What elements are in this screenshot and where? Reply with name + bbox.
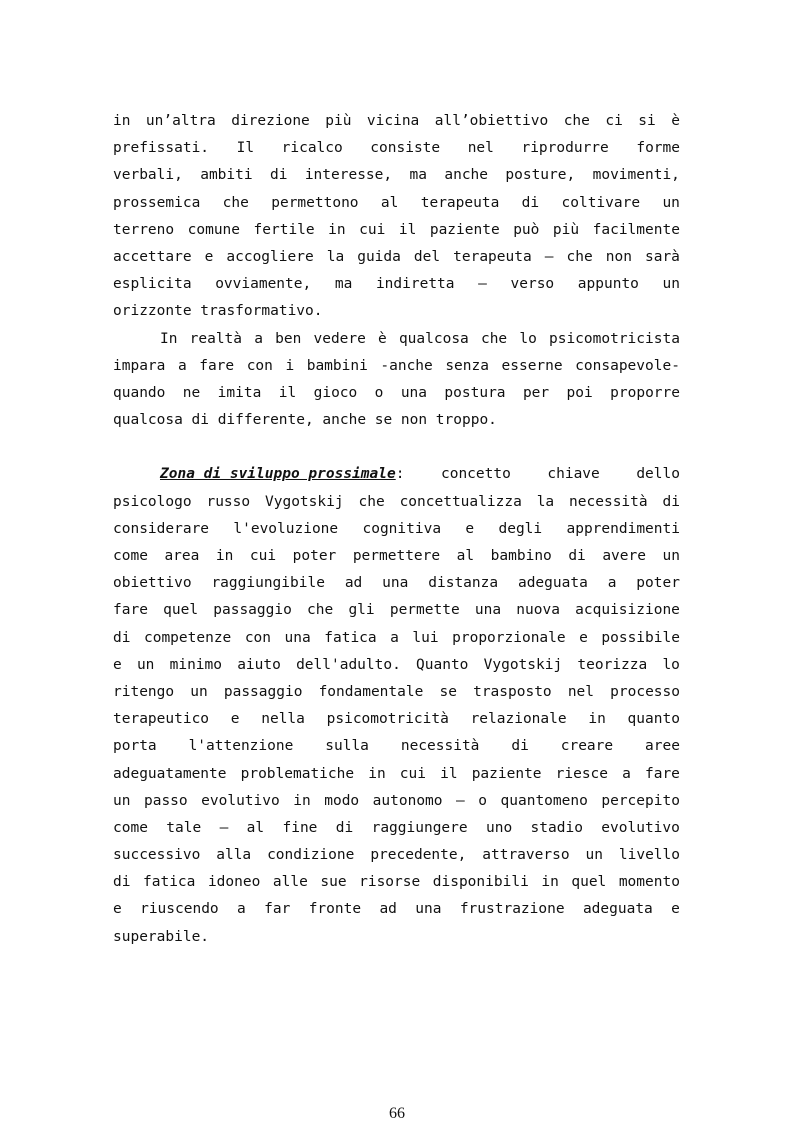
word: impara xyxy=(113,357,166,374)
word: risorse xyxy=(359,874,421,891)
word: e xyxy=(113,656,122,673)
word: problematiche xyxy=(240,765,355,782)
text-line xyxy=(113,353,680,380)
word: che xyxy=(480,330,508,347)
word: se xyxy=(374,412,393,429)
word: russo xyxy=(206,493,251,510)
word: nel xyxy=(567,683,595,700)
word: fare xyxy=(199,357,235,374)
word: un xyxy=(113,792,131,809)
word: quantomeno xyxy=(500,792,588,809)
word: al xyxy=(246,819,265,836)
text-line xyxy=(113,679,680,706)
word: di xyxy=(568,548,586,564)
word: sarà xyxy=(644,248,680,265)
word: ambiti xyxy=(200,167,253,184)
paragraph xyxy=(113,108,680,326)
word: psicomotricità xyxy=(326,711,449,728)
word: modo xyxy=(324,792,360,809)
word: poter xyxy=(636,575,680,592)
word: – xyxy=(456,792,465,809)
word: e xyxy=(113,901,122,918)
word: orizzonte xyxy=(113,303,192,320)
word: un xyxy=(662,548,680,564)
word: del xyxy=(413,248,441,265)
word: a xyxy=(622,765,631,782)
text-line xyxy=(113,869,680,896)
word: accettare xyxy=(113,248,192,265)
word: degli xyxy=(498,520,543,537)
word: passo xyxy=(143,792,188,809)
word: di xyxy=(521,194,540,211)
word: gioco xyxy=(313,384,358,401)
text-line xyxy=(113,217,680,244)
word: creare xyxy=(560,738,614,755)
word: avere xyxy=(602,548,646,564)
document-body xyxy=(113,108,680,951)
word: e xyxy=(671,901,680,918)
word: movimenti, xyxy=(592,167,680,184)
word: direzione xyxy=(231,113,310,129)
word: postura xyxy=(444,384,506,401)
word: realtà xyxy=(189,330,243,347)
word: in xyxy=(328,221,346,238)
text-line xyxy=(113,271,680,298)
text-line xyxy=(113,380,680,407)
word: proporre xyxy=(610,384,680,401)
word: aiuto xyxy=(237,656,281,673)
word: un xyxy=(662,194,680,211)
word: uno xyxy=(485,819,513,836)
word: riuscendo xyxy=(140,901,219,918)
word: livello xyxy=(618,847,680,864)
word: possibile xyxy=(601,629,680,646)
word: riprodurre xyxy=(521,140,609,157)
word: apprendimenti xyxy=(566,520,680,537)
word: necessità xyxy=(569,493,648,510)
word: superabile. xyxy=(113,928,210,945)
word: trasformativo. xyxy=(200,303,323,320)
text-line xyxy=(113,733,680,760)
text-line xyxy=(113,135,680,162)
word: stadio xyxy=(530,819,583,836)
word: verso xyxy=(510,276,555,293)
word: consiste xyxy=(370,140,441,157)
word: vedere xyxy=(313,330,366,347)
word: evolutivo xyxy=(601,819,680,836)
word: e xyxy=(579,629,588,646)
word: se xyxy=(439,683,457,700)
word: quel xyxy=(571,874,607,891)
word: permette xyxy=(389,602,460,619)
word: nuova xyxy=(516,602,560,619)
word: ritengo xyxy=(113,683,175,700)
word: cognitiva xyxy=(362,520,442,537)
word: Quanto xyxy=(416,656,469,673)
word: che xyxy=(358,493,385,510)
word: una xyxy=(382,575,409,592)
word: bambini xyxy=(306,357,368,374)
word: e xyxy=(230,711,240,728)
word: a xyxy=(237,901,246,918)
word: porta xyxy=(113,738,157,755)
word: l'evoluzione xyxy=(233,520,339,537)
word: i xyxy=(285,357,295,374)
paragraph xyxy=(113,461,680,950)
word: psicomotricista xyxy=(548,330,680,347)
word: o xyxy=(478,792,488,809)
word: quel xyxy=(163,602,199,619)
word: esserne xyxy=(501,357,563,374)
text-line xyxy=(113,190,680,217)
word: a xyxy=(254,330,263,347)
word: differente, xyxy=(217,412,314,429)
word: terapeuta xyxy=(420,194,500,211)
word: lo xyxy=(662,656,680,673)
text-line xyxy=(113,543,680,570)
word: non xyxy=(605,248,632,265)
word: adeguata xyxy=(582,901,653,918)
word: in xyxy=(368,765,386,782)
word: di xyxy=(662,493,680,510)
term-heading xyxy=(160,461,404,488)
word: trasposto xyxy=(473,683,552,700)
word: disponibili xyxy=(432,874,529,891)
word: un xyxy=(662,276,680,293)
word: di xyxy=(335,819,354,836)
word: il xyxy=(398,221,417,238)
word: concetto xyxy=(440,466,511,483)
word: in xyxy=(293,792,311,809)
word: indiretta xyxy=(375,276,455,293)
word: raggiungibile xyxy=(211,575,325,592)
word: nel xyxy=(467,140,494,157)
word: posture, xyxy=(505,167,576,184)
word: dell'adulto. xyxy=(296,656,401,673)
text-line xyxy=(113,652,680,679)
word: o xyxy=(374,384,384,401)
word: con xyxy=(244,629,272,646)
word: a xyxy=(607,575,617,592)
word: acquisizione xyxy=(575,602,680,619)
word: appunto xyxy=(577,276,639,293)
word: minimo xyxy=(169,656,222,673)
text-line xyxy=(113,706,680,733)
word: il xyxy=(440,765,458,782)
word: consapevole- xyxy=(575,357,680,374)
word: ci xyxy=(605,113,623,129)
text-line xyxy=(113,407,680,434)
word: – xyxy=(219,819,229,836)
word: passaggio xyxy=(213,602,292,619)
word: permettere xyxy=(352,548,441,564)
word: anche xyxy=(322,412,367,429)
word: come xyxy=(113,548,148,564)
text-line xyxy=(113,788,680,815)
word: adeguata xyxy=(517,575,588,592)
word: che xyxy=(563,113,590,129)
word: esplicita xyxy=(113,276,192,293)
word: in xyxy=(113,113,131,129)
word: dello xyxy=(636,466,680,483)
word: forme xyxy=(636,140,680,157)
word: fare xyxy=(113,602,148,619)
word: una xyxy=(284,629,311,646)
word: la xyxy=(536,493,555,510)
word: l'attenzione xyxy=(188,738,294,755)
word: In xyxy=(160,330,178,347)
word: successivo xyxy=(113,847,201,864)
word: in xyxy=(215,548,234,564)
word: verbali, xyxy=(113,167,183,184)
word: lo xyxy=(519,330,537,347)
word: ovviamente, xyxy=(215,276,312,293)
word: di xyxy=(269,167,288,184)
word: a xyxy=(177,357,187,374)
word: alla xyxy=(216,847,252,864)
word: più xyxy=(325,113,352,129)
word: competenze xyxy=(143,629,232,646)
word: Vygotskij xyxy=(483,656,563,673)
word: bambino xyxy=(490,548,552,564)
word: poi xyxy=(566,384,593,401)
word: quando xyxy=(113,384,166,401)
word: far xyxy=(264,901,291,918)
page-number: 66 xyxy=(389,1105,405,1122)
word: fatica xyxy=(143,874,196,891)
word: condizione xyxy=(267,847,355,864)
text-line xyxy=(113,326,680,353)
text-line xyxy=(113,842,680,869)
word: alle xyxy=(272,874,308,891)
word: psicologo xyxy=(113,493,192,510)
text-line xyxy=(113,761,680,788)
word: può xyxy=(513,221,540,238)
paragraph xyxy=(113,326,680,435)
word: considerare xyxy=(113,520,210,537)
word: autonomo xyxy=(372,792,443,809)
text-line xyxy=(113,298,680,325)
word: anche xyxy=(444,167,489,184)
word: sulla xyxy=(325,738,369,755)
word: chiave xyxy=(547,466,600,483)
word: Vygotskij xyxy=(265,493,344,510)
word: con xyxy=(246,357,273,374)
word: aree xyxy=(645,738,680,755)
word: troppo. xyxy=(435,412,497,429)
word: sue xyxy=(320,874,347,891)
word: per xyxy=(522,384,550,401)
word: ad xyxy=(379,901,397,918)
text-line xyxy=(113,625,680,652)
text-line xyxy=(113,570,680,597)
word: Il xyxy=(236,140,255,157)
word: accogliere xyxy=(226,248,314,265)
word: quanto xyxy=(627,711,680,728)
word: ben xyxy=(275,330,302,347)
text-line xyxy=(113,815,680,842)
term-suffix: : xyxy=(395,466,405,483)
text-line xyxy=(113,461,680,488)
word: una xyxy=(415,901,442,918)
word: al xyxy=(456,548,475,564)
word: facilmente xyxy=(592,221,680,238)
word: nella xyxy=(261,711,305,728)
word: comune xyxy=(187,221,241,238)
word: teorizza xyxy=(577,656,648,673)
word: cui xyxy=(399,765,426,782)
text-line xyxy=(113,162,680,189)
text-line xyxy=(113,516,680,543)
text-line xyxy=(113,108,680,135)
word: concettualizza xyxy=(399,493,522,510)
word: al xyxy=(380,194,399,211)
word: imita xyxy=(217,384,262,401)
word: è xyxy=(671,113,680,129)
word: di xyxy=(113,874,131,891)
word: cui xyxy=(359,221,386,238)
word: di xyxy=(113,629,131,646)
word: è xyxy=(378,330,387,347)
word: in xyxy=(588,711,606,728)
text-line xyxy=(113,597,680,624)
word: coltivare xyxy=(561,194,641,211)
word: percepito xyxy=(601,792,680,809)
word: poter xyxy=(292,548,337,564)
word: fare xyxy=(644,765,680,782)
text-line xyxy=(113,896,680,923)
word: distanza xyxy=(428,575,499,592)
word: un’altra xyxy=(145,113,216,129)
word: senza xyxy=(445,357,489,374)
word: terapeutico xyxy=(113,711,210,728)
word: area xyxy=(164,548,200,564)
word: frustrazione xyxy=(459,901,565,918)
word: ad xyxy=(344,575,363,592)
word: obiettivo xyxy=(113,575,192,592)
word: fronte xyxy=(308,901,362,918)
key-term: Zona di sviluppo prossimale xyxy=(160,466,396,483)
word: più xyxy=(552,221,580,238)
word: una xyxy=(400,384,428,401)
word: idoneo xyxy=(207,874,261,891)
word: un xyxy=(585,847,603,864)
word: a xyxy=(390,629,399,646)
word: di xyxy=(191,412,209,429)
word: non xyxy=(400,412,428,429)
word: all’obiettivo xyxy=(434,113,549,129)
word: vicina xyxy=(366,113,420,129)
word: fondamentale xyxy=(318,683,424,700)
paragraph-gap xyxy=(113,434,680,461)
word: come xyxy=(113,819,148,836)
text-line xyxy=(113,489,680,516)
word: proporzionale xyxy=(452,629,566,646)
word: terapeuta xyxy=(453,248,532,265)
word: un xyxy=(190,683,208,700)
word: gli xyxy=(348,602,375,619)
word: riesce xyxy=(555,765,609,782)
word: processo xyxy=(610,683,680,700)
word: relazionale xyxy=(470,711,567,728)
word: ricalco xyxy=(281,140,343,157)
word: raggiungere xyxy=(371,819,468,836)
word: adeguatamente xyxy=(113,765,227,782)
word: lui xyxy=(412,629,439,646)
word: fine xyxy=(282,819,318,836)
word: ne xyxy=(182,384,201,401)
word: precedente, xyxy=(370,847,467,864)
word: – xyxy=(544,248,554,265)
word: di xyxy=(511,738,529,755)
text-line xyxy=(113,244,680,271)
word: fatica xyxy=(324,629,377,646)
word: permettono xyxy=(271,194,359,211)
word: una xyxy=(474,602,502,619)
word: – xyxy=(478,276,487,293)
word: che xyxy=(222,194,249,211)
word: prossemica xyxy=(113,194,201,211)
word: interesse, xyxy=(304,167,393,184)
word: ma xyxy=(409,167,427,184)
word: evolutivo xyxy=(201,792,280,809)
word: prefissati. xyxy=(113,140,210,157)
word: momento xyxy=(618,874,680,891)
word: guida xyxy=(357,248,401,265)
word: tale xyxy=(166,819,202,836)
word: un xyxy=(136,656,155,673)
word: necessità xyxy=(400,738,480,755)
word: cui xyxy=(249,548,277,564)
word: che xyxy=(566,248,593,265)
word: che xyxy=(307,602,334,619)
word: qualcosa xyxy=(398,330,469,347)
word: paziente xyxy=(471,765,542,782)
word: paziente xyxy=(429,221,500,238)
word: e xyxy=(465,520,475,537)
word: attraverso xyxy=(482,847,570,864)
word: -anche xyxy=(380,357,433,374)
word: passaggio xyxy=(223,683,303,700)
word: si xyxy=(638,113,656,129)
word: il xyxy=(278,384,297,401)
word: la xyxy=(326,248,345,265)
word: terreno xyxy=(113,221,175,238)
word: fertile xyxy=(253,221,315,238)
text-line xyxy=(113,924,680,951)
word: qualcosa xyxy=(113,412,183,429)
word: e xyxy=(204,248,214,265)
word: ma xyxy=(334,276,353,293)
word: in xyxy=(541,874,559,891)
